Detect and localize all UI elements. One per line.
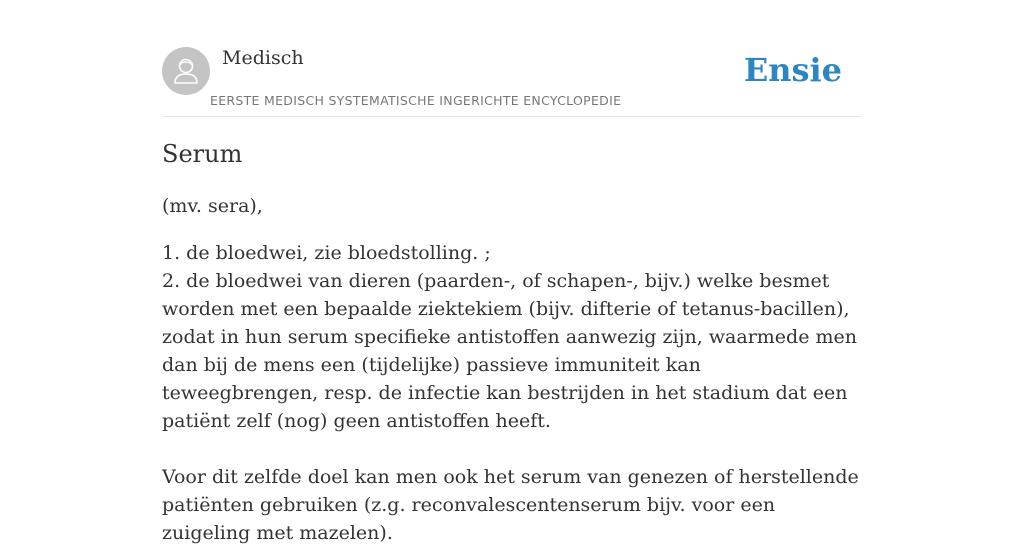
site-header <box>162 0 862 117</box>
article-lead: (mv. sera), <box>162 195 263 217</box>
definition-2: 2. de bloedwei van dieren (paarden-, of schapen-, bijv.) welke besmet worden met een bepaalde ziektekiem (bijv. difterie of tetanus-bacillen), zodat in hun serum specifieke antistoffen aanwezig zijn, waarmede men dan bij de mens een (tijdelijke) passieve immuniteit kan teweegbrengen, resp. de infectie kan bestrijden in het stadium dat een patiënt zelf (nog) geen antistoffen heeft. <box>162 270 857 432</box>
site-subtitle: EERSTE MEDISCH SYSTEMATISCHE INGERICHTE ENCYCLOPEDIE <box>210 93 622 108</box>
paragraph-2: Voor dit zelfde doel kan men ook het serum van genezen of herstellende patiënten gebruiken (z.g. reconvalescentenserum bijv. voor een zuigeling met mazelen). <box>162 466 859 544</box>
user-avatar-icon[interactable] <box>162 47 210 95</box>
brand-logo[interactable]: Ensie <box>743 51 842 89</box>
article <box>162 138 862 547</box>
article-body <box>162 239 862 547</box>
site-name[interactable]: Medisch <box>222 47 304 69</box>
article-title: Serum <box>162 140 243 168</box>
definition-1: 1. de bloedwei, zie bloedstolling. ; <box>162 242 491 264</box>
